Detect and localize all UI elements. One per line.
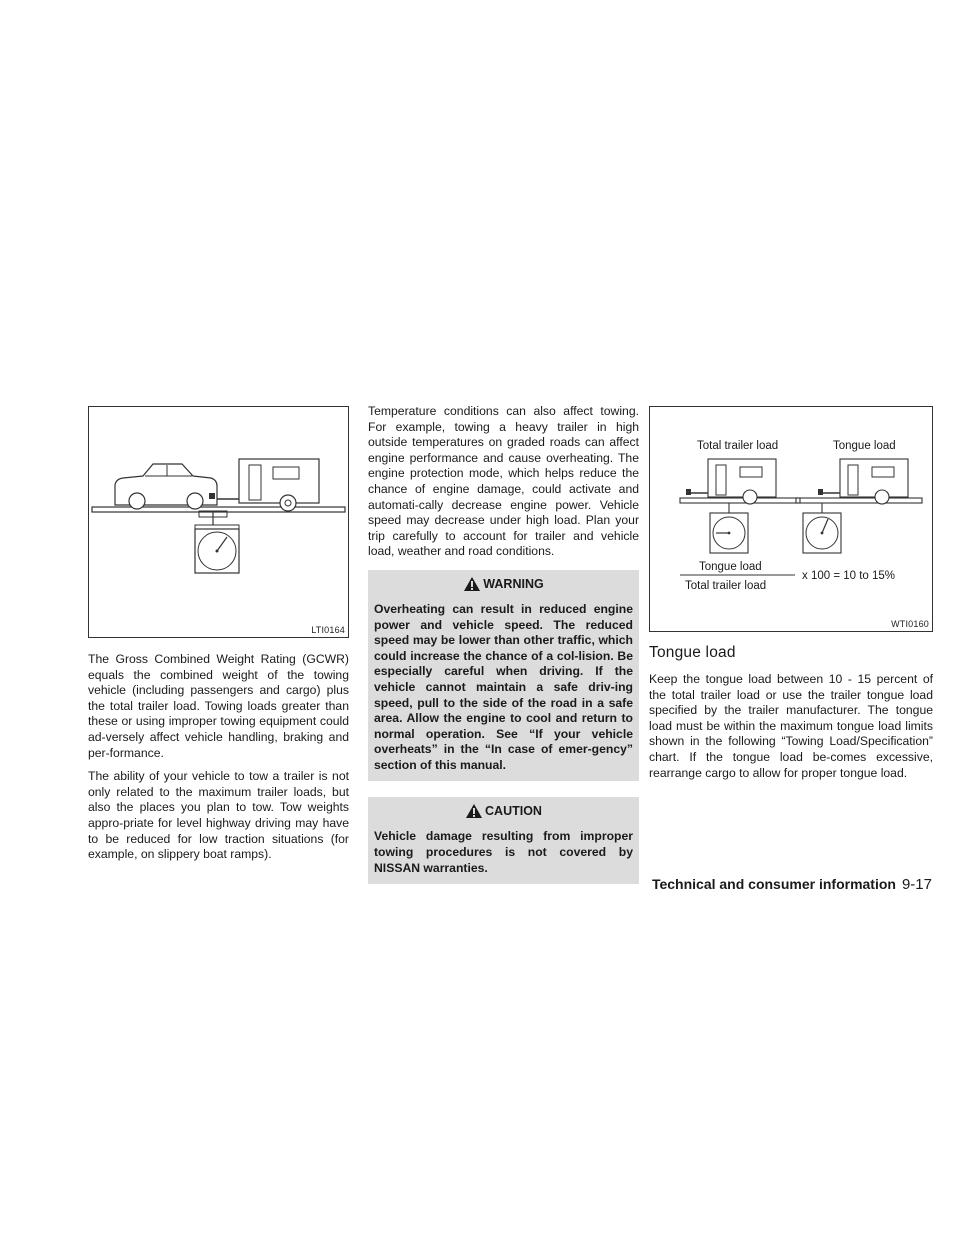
caution-header	[374, 803, 633, 819]
warning-triangle-icon	[463, 576, 481, 592]
fraction-denominator: Total trailer load	[685, 580, 767, 592]
column-middle	[368, 404, 639, 900]
caution-box	[368, 797, 639, 884]
column-right	[649, 406, 933, 789]
paragraph-tow-ability: The ability of your vehicle to tow a trailer is not only related to the maximum trailer loads, but also the places you plan to tow. Tow weights appro-priate for level highway driving may have to be reduced for low traction situations (for example, on slippery boat ramps).	[88, 769, 349, 862]
chapter-title: Technical and consumer information	[651, 876, 896, 892]
warning-box	[368, 570, 639, 782]
warning-title: WARNING	[483, 576, 544, 591]
column-left	[88, 406, 349, 871]
page-number: 9-17	[901, 876, 932, 893]
paragraph-temperature: Temperature conditions can also affect towing. For example, towing a heavy trailer in high outside temperatures on graded roads can affect engine performance and cause overheating. The engine protection mode, which helps reduce the chance of engine damage, could activate and automati-cally decrease engine power. Vehicle speed may decrease under high load. Plan your trip carefully to account for trailer and vehicle load, weather and road conditions.	[368, 404, 639, 559]
figure-id: WTI0160	[891, 619, 929, 629]
figure-id: LTI0164	[311, 625, 345, 635]
warning-text: Overheating can result in reduced engine power and vehicle speed. The reduced speed may be lower than other traffic, which could increase the chance of a col-lision. Be especially careful when driving. If the vehicle cannot maintain a safe driv-ing speed, pull to the side of the road in a safe area. Allow the engine to cool and return to normal operation. See “If your vehicle overheats” in the “In case of emer-gency” section of this manual.	[374, 601, 633, 772]
warning-triangle-icon	[465, 803, 483, 819]
paragraph-tongue-load: Keep the tongue load between 10 - 15 percent of the total trailer load or use the trailer tongue load specified by the trailer manufacturer. The tongue load must be within the maximum tongue load limits shown in the following “Towing Load/Specification” chart. If the tongue load be-comes excessive, rearrange cargo to allow for proper tongue load.	[649, 672, 933, 780]
formula-suffix: x 100 = 10 to 15%	[802, 570, 896, 582]
paragraph-gcwr: The Gross Combined Weight Rating (GCWR) equals the combined weight of the towing vehicle (including passengers and cargo) plus the total trailer load. Towing loads greater than these or using improper towing equipment could ad-versely affect vehicle handling, braking and per-formance.	[88, 652, 349, 760]
caution-text: Vehicle damage resulting from improper towing procedures is not covered by NISSAN warranties.	[374, 829, 633, 875]
fraction-numerator: Tongue load	[699, 561, 762, 573]
figure-gcwr-diagram	[88, 406, 349, 638]
car-trailer-scale-illustration	[89, 407, 348, 637]
warning-header	[374, 576, 633, 592]
label-total-trailer-load: Total trailer load	[697, 440, 779, 452]
caution-title: CAUTION	[485, 804, 542, 819]
label-tongue-load: Tongue load	[833, 440, 896, 452]
tongue-load-illustration	[650, 407, 932, 631]
section-title-tongue-load: Tongue load	[649, 644, 736, 661]
figure-tongue-load-diagram	[649, 406, 933, 632]
page-footer	[640, 876, 932, 893]
